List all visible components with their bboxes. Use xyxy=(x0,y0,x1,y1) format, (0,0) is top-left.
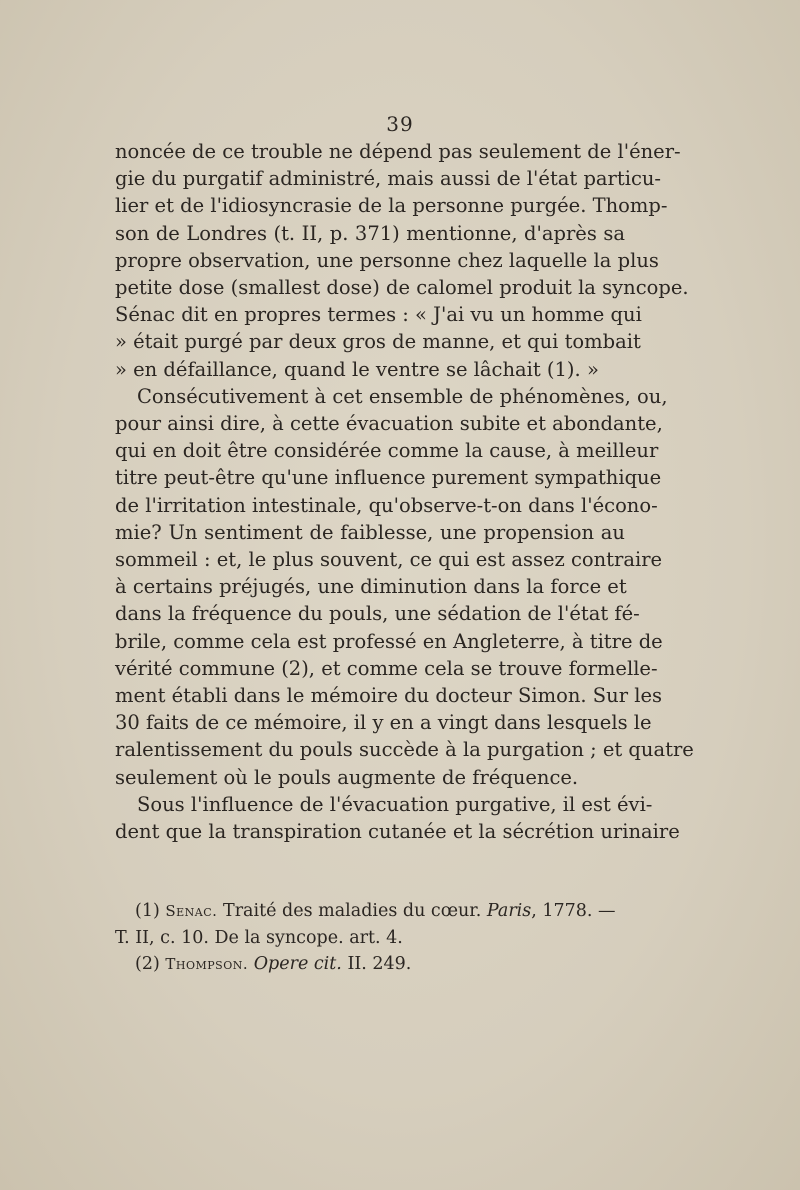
text-line: son de Londres (t. II, p. 371) mentionne, d'après sa xyxy=(115,221,625,245)
text-line: » en défaillance, quand le ventre se lâchait (1). » xyxy=(115,357,599,381)
footnote-author: Senac. xyxy=(165,902,218,920)
text-line: ralentissement du pouls succède à la purgation ; et quatre xyxy=(115,738,694,762)
footnote-ref: II. 249. xyxy=(347,954,412,974)
text-line: sommeil : et, le plus souvent, ce qui est assez contraire xyxy=(115,548,663,572)
text-line: brile, comme cela est professé en Angleterre, à titre de xyxy=(115,629,663,653)
footnote-year: , 1778. — xyxy=(531,901,616,921)
text-line: mie? Un sentiment de faiblesse, une propension au xyxy=(115,520,625,544)
paragraph-3 xyxy=(115,791,680,845)
text-line: petite dose (smallest dose) de calomel produit la syncope. xyxy=(115,276,689,300)
text-line: noncée de ce trouble ne dépend pas seulement de l'éner- xyxy=(115,140,681,163)
footnote-title: Traité des maladies du cœur. xyxy=(223,901,482,921)
text-line: Consécutivement à cet ensemble de phénomènes, ou, xyxy=(137,384,668,408)
text-line: ment établi dans le mémoire du docteur Simon. Sur les xyxy=(115,684,663,708)
footnote-marker: (1) xyxy=(135,901,160,921)
footnote-1-continuation: T. II, c. 10. De la syncope. art. 4. xyxy=(115,927,403,948)
text-line: pour ainsi dire, à cette évacuation subite et abondante, xyxy=(115,412,663,436)
paragraph-1 xyxy=(115,138,689,383)
text-line: dent que la transpiration cutanée et la sécrétion urinaire xyxy=(115,820,680,844)
paragraph-2 xyxy=(115,383,694,791)
footnote-marker: (2) xyxy=(135,954,160,974)
footnote-author: Thompson. xyxy=(165,955,249,973)
footnote-2 xyxy=(115,951,625,978)
text-line: à certains préjugés, une diminution dans la force et xyxy=(115,575,627,599)
text-line: gie du purgatif administré, mais aussi de l'état particu- xyxy=(115,167,662,191)
text-line: Sénac dit en propres termes : « J'ai vu un homme qui xyxy=(115,303,642,327)
text-line: 30 faits de ce mémoire, il y en a vingt dans lesquels le xyxy=(115,711,652,735)
text-line: de l'irritation intestinale, qu'observe-t-on dans l'écono- xyxy=(115,493,658,517)
page-number: 39 xyxy=(386,112,414,136)
main-text xyxy=(115,138,694,845)
text-line: qui en doit être considérée comme la cause, à meilleur xyxy=(115,439,659,463)
footnote-place: Paris xyxy=(486,901,532,921)
text-line: lier et de l'idiosyncrasie de la personne purgée. Thomp- xyxy=(115,194,668,218)
text-line: seulement où le pouls augmente de fréquence. xyxy=(115,765,579,789)
text-line: Sous l'influence de l'évacuation purgative, il est évi- xyxy=(137,792,653,816)
text-line: titre peut-être qu'une influence purement sympathique xyxy=(115,466,662,490)
text-line: dans la fréquence du pouls, une sédation de l'état fé- xyxy=(115,602,640,626)
text-line: propre observation, une personne chez laquelle la plus xyxy=(115,248,659,272)
footnote-work: Opere cit. xyxy=(253,954,342,974)
text-line: » était purgé par deux gros de manne, et qui tombait xyxy=(115,330,641,354)
text-line: vérité commune (2), et comme cela se trouve formelle- xyxy=(115,656,658,680)
footnote-1 xyxy=(115,898,625,925)
footnotes xyxy=(115,898,625,978)
